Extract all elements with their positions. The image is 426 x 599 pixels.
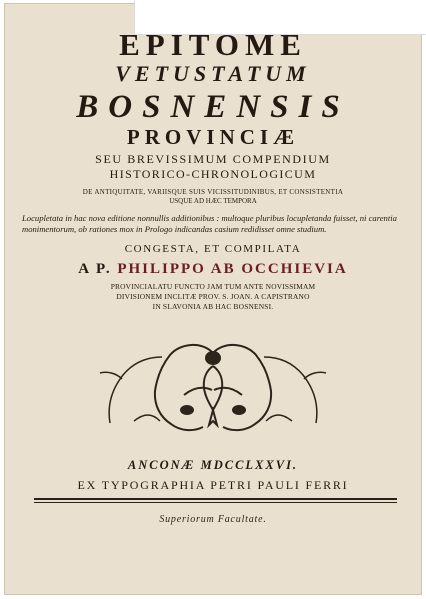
author-name: PHILIPPO AB OCCHIEVIA (117, 261, 348, 277)
compiled-by-line: CONGESTA, ET COMPILATA (124, 243, 302, 255)
subtitle-line-2: HISTORICO-CHRONOLOGICUM (109, 167, 317, 181)
eagle-emblem-icon (92, 337, 334, 441)
edition-note: Locupletata in hac nova editione nonnullis additionibus : multoque pluribus locupletanda fuisset, ni carentia monimentorum, ob rationes mox in Prologo indicandas casium redidisset omne studium. (22, 213, 397, 234)
title-line-vetustatum: VETUSTATUM (115, 61, 311, 86)
subtitle-small-line-2: USQUE AD HÆC TEMPORA (169, 197, 257, 205)
imprint-city: ANCONÆ MDCCLXXVI. (127, 458, 299, 472)
title-line-bosnensis: BOSNENSIS (76, 89, 350, 125)
author-detail-1: PROVINCIALATU FUNCTO JAM TUM ANTE NOVISSIMAM (110, 282, 316, 291)
author-line (14, 260, 412, 278)
title-line-epitome: EPITOME (119, 27, 307, 62)
author-detail-2: DIVISIONEM INCLITÆ PROV. S. JOAN. A CAPISTRANO (116, 292, 310, 301)
author-prefix: A P. (78, 261, 112, 277)
double-rule-bottom (34, 502, 397, 503)
imprint-printer: EX TYPOGRAPHIA PETRI PAULI FERRI (77, 478, 349, 492)
subtitle-small-line-1: DE ANTIQUITATE, VARIISQUE SUIS VICISSITUDINIBUS, ET CONSISTENTIA (82, 188, 344, 196)
author-detail-3: IN SLAVONIA AB HAC BOSNENSI. (152, 302, 274, 311)
license-line: Superiorum Facultate. (159, 514, 267, 525)
title-line-provinciae: PROVINCIÆ (126, 125, 300, 149)
double-rule-top (34, 498, 397, 500)
title-page (14, 28, 412, 312)
subtitle-line-1: SEU BREVISSIMUM COMPENDIUM (95, 152, 331, 166)
